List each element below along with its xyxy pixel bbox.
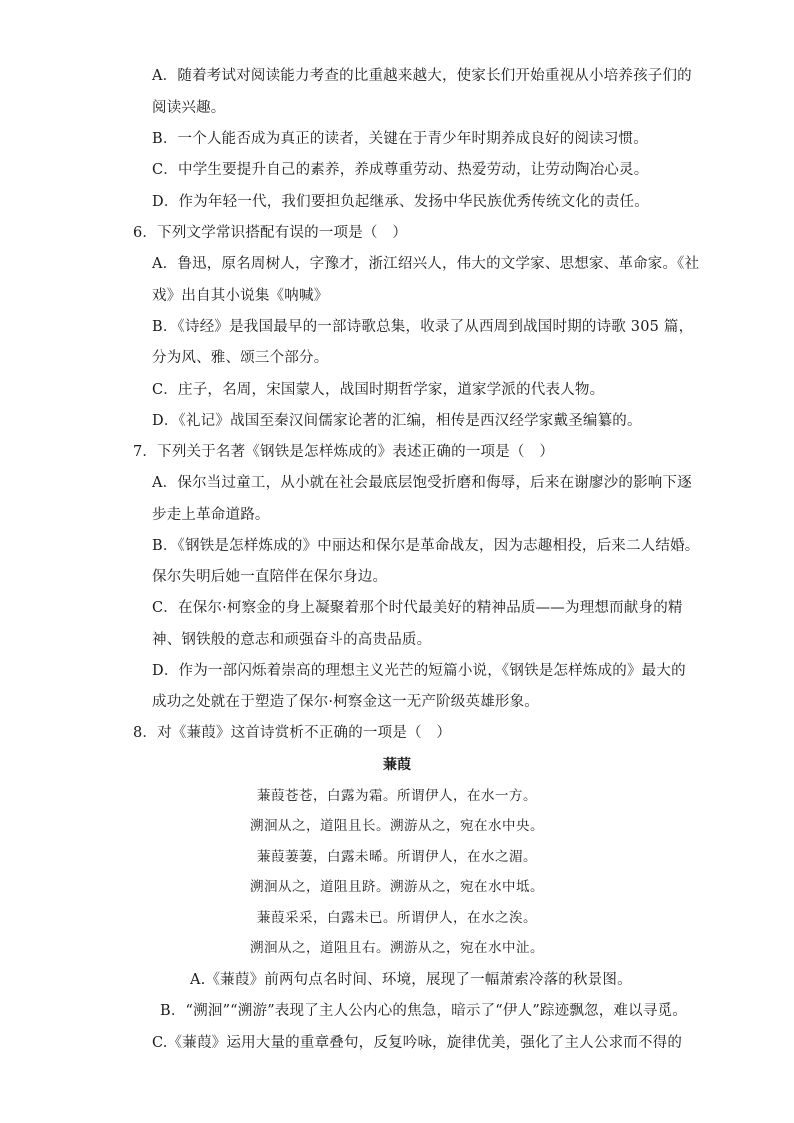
q6-option-c: C．庄子，名周，宋国蒙人，战国时期哲学家，道家学派的代表人物。 bbox=[152, 382, 605, 398]
q6-option-b-line1: B．《诗经》是我国最早的一部诗歌总集，收录了从西周到战国时期的诗歌 305 篇， bbox=[152, 319, 694, 335]
q5-option-d: D．作为年轻一代，我们要担负起继承、发扬中华民族优秀传统文化的责任。 bbox=[152, 194, 649, 210]
poem-line-2: 溯洄从之，道阻且长。溯游从之，宛在水中央。 bbox=[250, 818, 544, 834]
q7-option-d-line1: D．作为一部闪烁着崇高的理想主义光芒的短篇小说，《钢铁是怎样炼成的》最大的 bbox=[152, 663, 686, 679]
poem-line-5: 蒹葭采采，白露未已。所谓伊人，在水之涘。 bbox=[257, 910, 537, 926]
q7-option-b-line2: 保尔失明后她一直陪伴在保尔身边。 bbox=[152, 569, 388, 585]
q5-option-c: C．中学生要提升自己的素养，养成尊重劳动、热爱劳动，让劳动陶冶心灵。 bbox=[152, 162, 649, 178]
poem-title: 蒹葭 bbox=[383, 757, 411, 773]
q7-option-c-line1: C．在保尔·柯察金的身上凝聚着那个时代最美好的精神品质——为理想而献身的精 bbox=[152, 600, 683, 616]
q7-option-a-line2: 步走上革命道路。 bbox=[152, 507, 270, 523]
q8-option-c: C.《蒹葭》运用大量的重章叠句，反复吟咏，旋律优美，强化了主人公求而不得的 bbox=[152, 1035, 683, 1051]
q7-stem: 7．下列关于名著《钢铁是怎样炼成的》表述正确的一项是（ ） bbox=[133, 444, 555, 460]
q6-option-d: D．《礼记》战国至秦汉间儒家论著的汇编，相传是西汉经学家戴圣编纂的。 bbox=[152, 413, 642, 429]
q7-option-b-line1: B．《钢铁是怎样炼成的》中丽达和保尔是革命战友，因为志趣相投，后来二人结婚。 bbox=[152, 538, 700, 554]
q7-option-d-line2: 成功之处就在于塑造了保尔·柯察金这一无产阶级英雄形象。 bbox=[152, 694, 540, 710]
q6-option-a-line1: A．鲁迅，原名周树人，字豫才，浙江绍兴人，伟大的文学家、思想家、革命家。《社 bbox=[152, 256, 700, 272]
q7-option-c-line2: 神、钢铁般的意志和顽强奋斗的高贵品质。 bbox=[152, 632, 432, 648]
q5-option-b: B．一个人能否成为真正的读者，关键在于青少年时期养成良好的阅读习惯。 bbox=[152, 131, 648, 147]
q5-option-a-line2: 阅读兴趣。 bbox=[152, 100, 226, 116]
poem-line-6: 溯洄从之，道阻且右。溯游从之，宛在水中沚。 bbox=[250, 940, 544, 956]
q6-stem: 6．下列文学常识搭配有误的一项是（ ） bbox=[133, 225, 408, 241]
q5-option-a-line1: A．随着考试对阅读能力考查的比重越来越大，使家长们开始重视从小培养孩子们的 bbox=[152, 68, 692, 84]
poem-line-4: 溯洄从之，道阻且跻。溯游从之，宛在水中坻。 bbox=[250, 879, 544, 895]
poem-line-1: 蒹葭苍苍，白露为霜。所谓伊人，在水一方。 bbox=[257, 788, 537, 804]
q8-stem: 8．对《蒹葭》这首诗赏析不正确的一项是（ ） bbox=[133, 725, 452, 741]
q7-option-a-line1: A．保尔当过童工，从小就在社会最底层饱受折磨和侮辱，后来在谢廖沙的影响下逐 bbox=[152, 475, 692, 491]
q8-option-b: B．“溯洄”“溯游”表现了主人公内心的焦急，暗示了“伊人”踪迹飘忽，难以寻觅。 bbox=[160, 1003, 687, 1019]
q6-option-a-line2: 戏》出自其小说集《呐喊》 bbox=[152, 288, 329, 304]
poem-line-3: 蒹葭萋萋，白露未晞。所谓伊人，在水之湄。 bbox=[257, 849, 537, 865]
q8-option-a: A.《蒹葭》前两句点名时间、环境，展现了一幅萧索冷落的秋景图。 bbox=[190, 972, 632, 988]
q6-option-b-line2: 分为风、雅、颂三个部分。 bbox=[152, 350, 329, 366]
